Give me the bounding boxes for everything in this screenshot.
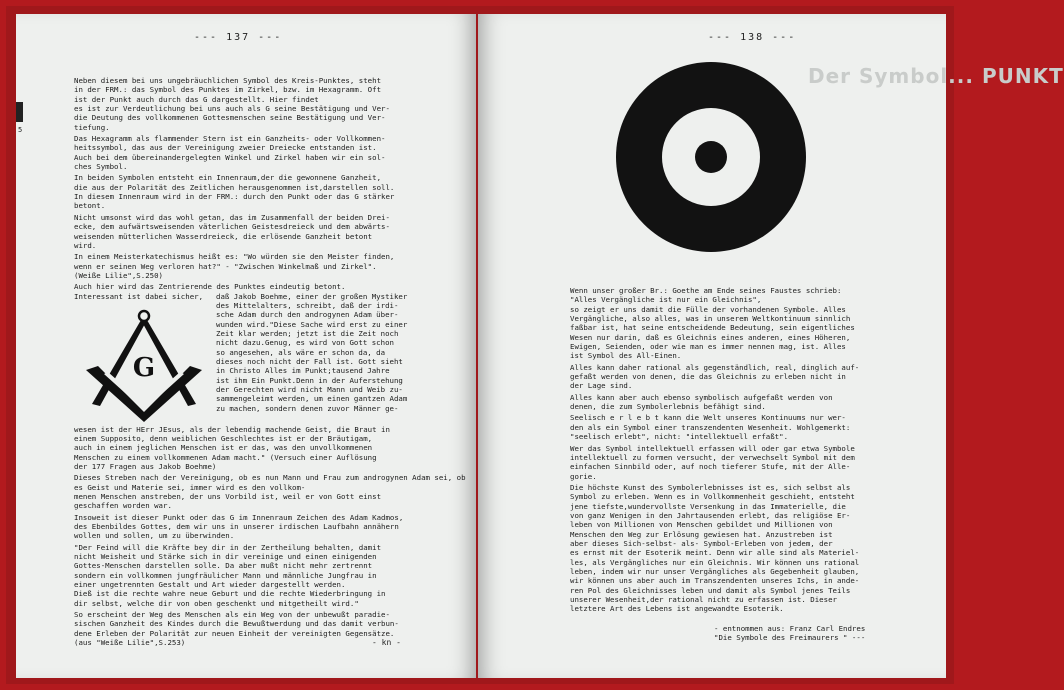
paragraph: Neben diesem bei uns ungebräuchlichen Symbol des Kreis-Punktes, steht in der FRM.: das Symbol des Punktes im Zirkel, bzw. im Hexagramm. Oft ist der Punkt auch durch das G dargestellt. Hier findet es ist zur Verdeutlichung bei uns auch als G seine Bestätigung und Ver- die Deutung des vollkommenen Gottesmenschen seine Bestätigung und Ver- tiefung. bbox=[74, 76, 390, 132]
page-number-right: --- 138 --- bbox=[708, 32, 797, 43]
paragraph: Wenn unser großer Br.: Goethe am Ende seines Faustes schrieb: "Alles Vergängliche ist nur ein Gleichnis", so zeigt er uns damit die Fülle der vorhandenen Symbole. Alles Vergängliche, also alles, was in unserem Weltkontinuum sinnlich faßbar ist, hat seine entscheidende Bedeutung, sein eigentliches Wesen nur darin, daß es Gleichnis eines anderen, eines Höheren, Ewigen, Seienden, oder wie man es immer nennen mag, ist. Alles ist Symbol des All-Einen. bbox=[570, 286, 855, 361]
open-book bbox=[6, 6, 1064, 684]
paragraph: Wer das Symbol intellektuell erfassen will oder gar etwa Symbole intellektuell zu formen versucht, der verwechselt Symbol mit dem einfachen Sinnbild oder, auf noch tieferer Stufe, mit der Alle- gorie. bbox=[570, 443, 855, 481]
left-page bbox=[16, 14, 476, 678]
right-text-column bbox=[570, 286, 934, 616]
tab-number: 5 bbox=[18, 126, 23, 134]
paragraph: Alles kann daher rational als gegenständlich, real, dinglich auf- gefaßt werden von denen, die das Gleichnis zu erleben nicht in der Lage sind. bbox=[570, 362, 860, 391]
wrapped-paragraph: daß Jakob Boehme, einer der großen Mystiker des Mittelalters, schreibt, daß der irdi- sche Adam durch den androgynen Adam über- wunden wird."Diese Sache wird erst zu einer Zeit klar werden; jetzt ist die Zeit noch nicht dazu.Genug, es wird von Gott schon so angesehen, als wäre er schon da, da dieses noch nicht der Fall ist. Gott sieht in Christo Alles im Punkt;tausend Jahre ist ihm Ein Punkt.Denn in der Auferstehung der Gerechten wird nicht Mann und Weib zu- sammengeleimt werden, um einen gantzen Adam zu machen, sondern denen zuvor Männer ge- bbox=[216, 291, 408, 413]
paragraph: So erscheint der Weg des Menschen als ein Weg von der unbewußt paradie- sischen Ganzheit des Kindes durch die Bewußtwerdung und das damit verbun- dene Erleben der Polarität zur neuen Einheit der vereinigten Gegensätze. (aus "Weiße Lilie",S.253) bbox=[74, 610, 399, 648]
emblem-letter: G bbox=[132, 352, 156, 383]
paragraph: In einem Meisterkatechismus heißt es: "Wo würden sie den Meister finden, wenn er seinen Weg verloren hat?" - "Zwischen Winkelmaß und Zirkel". (Weiße Lilie",S.250) bbox=[74, 252, 395, 280]
paragraph: Das Hexagramm als flammender Stern ist ein Ganzheits- oder Vollkommen- heitssymbol, das aus der Vereinigung zweier Dreiecke entstanden ist. Auch bei dem übereinandergelegten Winkel und Zirkel haben wir ein sol- ches Symbol. bbox=[74, 134, 386, 172]
paragraph: Alles kann aber auch ebenso symbolisch aufgefaßt werden von denen, die zum Symbolerlebnis befähigt sind. bbox=[570, 392, 833, 412]
paragraph: wesen ist der HErr JEsus, als der lebendig machende Geist, die Braut in einem Supposito, denn weiblichen Geschlechtes ist er der Bräutigam, auch in einem jeglichen Menschen ist er das, was den unvollkommenen Menschen zu einem vollkommenen Adam macht." (Versuch einer Auflösung der 177 Fragen aus Jakob Boehme) bbox=[74, 424, 390, 471]
paragraph: Nicht umsonst wird das wohl getan, das im Zusammenfall der beiden Drei- ecke, dem aufwärtsweisenden väterlichen Geistesdreieck und dem abwärts- weisenden mütterlichen Wasserdreieck, die erlösende Ganzheit betont wird. bbox=[74, 212, 390, 250]
paragraph: Auch hier wird das Zentrierende des Punktes eindeutig betont. bbox=[74, 282, 346, 292]
right-page bbox=[478, 14, 1064, 678]
page-number-left: --- 137 --- bbox=[194, 32, 283, 43]
emblem-wrap-block bbox=[74, 292, 466, 425]
source-credit: - entnommen aus: Franz Carl Endres "Die Symbole des Freimaurers " --- bbox=[714, 624, 866, 643]
paragraph: Dieses Streben nach der Vereinigung, ob es nun Mann und Frau zum androgynen Adam sei, ob es Geist und Materie sei, immer wird es den vollkom- menen Menschen anstreben, der uns Vorbild ist, weil er von Gott einst geschaffen worden war. bbox=[74, 473, 466, 511]
show-through-title: Der Symbol... PUNKT bbox=[808, 64, 1064, 88]
page-footer: - kn - bbox=[372, 638, 401, 647]
page-tab-marker bbox=[16, 102, 23, 122]
paragraph: Die höchste Kunst des Symbolerlebnisses ist es, sich selbst als Symbol zu erleben. Wenn es in Vollkommenheit geschieht, entsteht jene tiefste,wundervollste Versenkung in das Immaterielle, die von ganz Wenigen in den Jahrtausenden erlebt, das religiöse Er- leben von Millionen von Menschen gebildet und Millionen von Menschen den Weg zur Erlösung gewiesen hat. Anzustreben ist aber dieses Sich-selbst- als- Symbol-Erleben von jedem, der es ernst mit der Esoterik meint. Denn wir alle sind als Materiel- les, als Vergängliches nur ein Gleichnis. Wir können uns rational leben, indem wir nur unser Vergängliches als Gegebenheit glauben, wir können uns aber auch im Transzendenten unseres Ichs, in ande- ren Pol des Gleichnisses leben und damit als Symbol jenes Teils unserer Wesenheit,der rational nicht zu erfassen ist. Dieser letztere Art des Lebens ist angewandte Esoterik. bbox=[570, 482, 860, 614]
left-text-column bbox=[74, 76, 466, 649]
paragraph: Seelisch e r l e b t kann die Welt unseres Kontinuums nur wer- den als ein Symbol einer transzendenten Wesenheit. Wohlgemerkt: "seelisch erlebt", nicht: "intellektuell erfaßt". bbox=[570, 413, 851, 442]
wrap-first-line: Interessant ist dabei sicher, bbox=[74, 291, 204, 301]
circle-point-symbol-icon bbox=[616, 62, 806, 252]
paragraph: Insoweit ist dieser Punkt oder das G im Innenraum Zeichen des Adam Kadmos, des Ebenbildes Gottes, dem wir uns in unserer irdischen Laufbahn annähern wollen und sollen, um zu überwinden. bbox=[74, 512, 404, 541]
paragraph: In beiden Symbolen entsteht ein Innenraum,der die gewonnene Ganzheit, die aus der Polarität des Zeitlichen herausgenommen ist,darstellen soll. In diesem Innenraum wird in der FRM.: durch den Punkt oder das G stärker betont. bbox=[74, 173, 395, 211]
square-and-compass-emblem-icon bbox=[84, 306, 204, 422]
paragraph: "Der Feind will die Kräfte bey dir in der Zertheilung behalten, damit nicht Weisheit und Stärke sich in dir vereinige und einen einigenden Gottes-Menschen darstellen solle. Da aber mußt nicht mehr zertrennt sondern ein vollkommen jungfräulicher Mann und männliche Jungfrau in einer ungetrennten Gestalt und Art wieder dargestellt werden. Dieß ist die rechte wahre neue Geburt und die rechte Wiederbringung in dir selbst, welche dir von oben geschenkt und mitgetheilt wird." bbox=[74, 542, 386, 608]
